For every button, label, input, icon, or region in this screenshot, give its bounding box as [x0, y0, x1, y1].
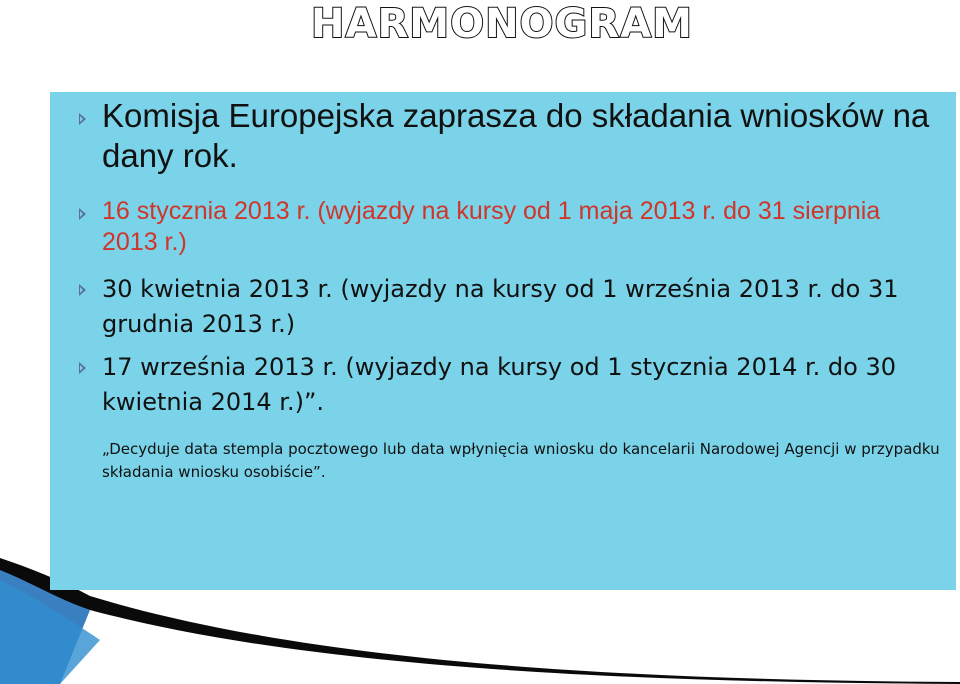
bullet-arrow-icon [79, 208, 86, 220]
bullet-text: 17 września 2013 r. (wyjazdy na kursy od 1 stycznia 2014 r. do 30 kwietnia 2014 r.)”. [102, 353, 897, 416]
bullet-arrow-icon [79, 113, 86, 125]
bullet-text: 30 kwietnia 2013 r. (wyjazdy na kursy od 1 września 2013 r. do 31 grudnia 2013 r.) [102, 275, 899, 338]
bullet-arrow-icon [79, 284, 86, 296]
bullet-arrow-icon [79, 362, 86, 374]
bullet-text-highlight: 16 stycznia 2013 r. (wyjazdy na kursy od 1 maja 2013 r. do 31 sierpnia 2013 r.) [102, 197, 881, 256]
footnote-text: „Decyduje data stempla pocztowego lub data wpłynięcia wniosku do kancelarii Narodowej Agencji w przypadku składania wniosku osobiście”. [102, 440, 940, 481]
content-panel [50, 92, 956, 590]
slide-title: HARMONOGRAM [311, 1, 693, 47]
bullet-text: Komisja Europejska zaprasza do składania wniosków na dany rok. [102, 97, 930, 174]
